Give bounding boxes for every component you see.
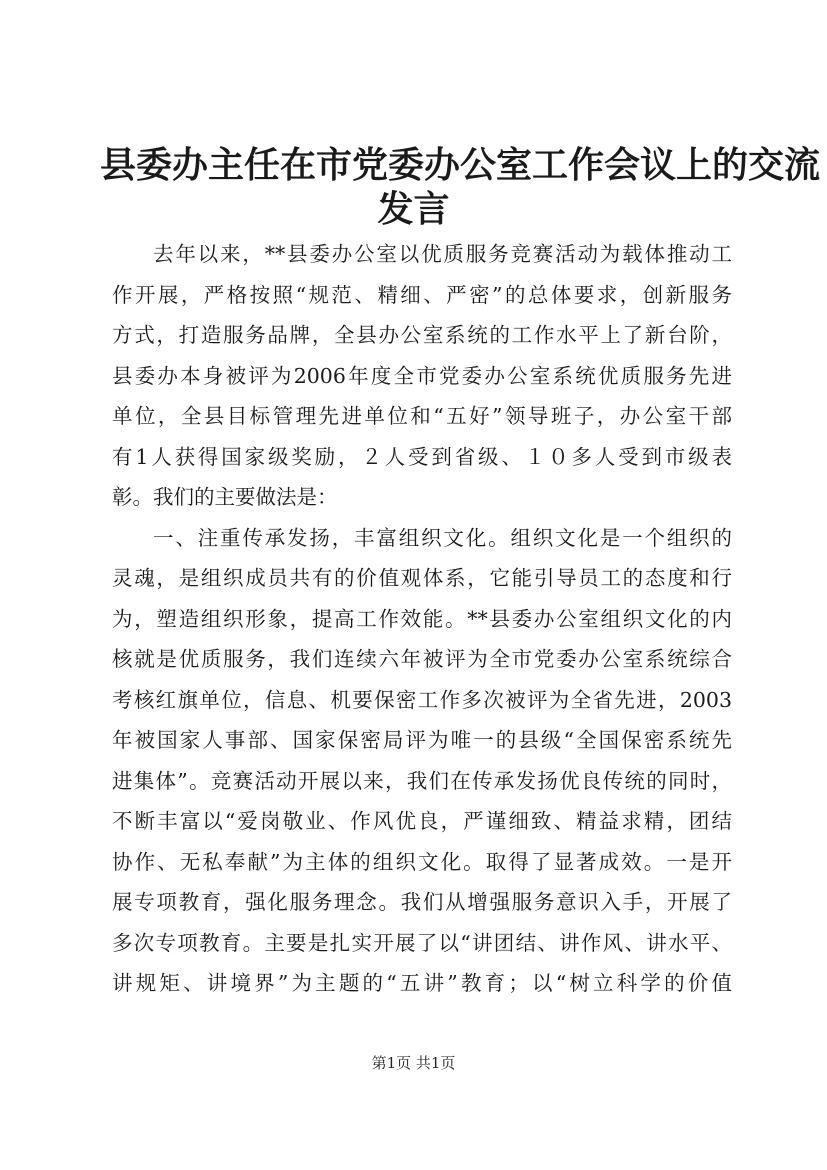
page-footer: 第1页 共1页 — [371, 1054, 456, 1072]
paragraph-line: 方式，打造服务品牌，全县办公室系统的工作水平上了新台阶， — [112, 323, 732, 347]
paragraph-line: 单位，全县目标管理先进单位和“五好”领导班子，办公室干部 — [112, 404, 732, 428]
paragraph-line: 年被国家人事部、国家保密局评为唯一的县级“全国保密系统先 — [112, 728, 732, 752]
document-body — [112, 234, 732, 1004]
paragraph-line: 展专项教育，强化服务理念。我们从增强服务意识入手，开展了 — [112, 890, 732, 914]
document-title — [100, 143, 821, 231]
paragraph-line: 考核红旗单位，信息、机要保密工作多次被评为全省先进，2003 — [112, 687, 732, 712]
paragraph-line: 多次专项教育。主要是扎实开展了以“讲团结、讲作风、讲水平、 — [112, 930, 732, 955]
paragraph-line: 不断丰富以“爱岗敬业、作风优良，严谨细致、精益求精，团结 — [112, 809, 732, 833]
paragraph-line: 县委办本身被评为2006年度全市党委办公室系统优质服务先进 — [112, 363, 732, 388]
paragraph-line: 协作、无私奉献”为主体的组织文化。取得了显著成效。一是开 — [112, 849, 732, 874]
paragraph-line: 有1人获得国家级奖励，２人受到省级、１０多人受到市级表 — [112, 444, 732, 469]
paragraph-line: 去年以来，**县委办公室以优质服务竞赛活动为载体推动工 — [153, 242, 732, 266]
paragraph-line: 进集体”。竞赛活动开展以来，我们在传承发扬优良传统的同时， — [112, 768, 732, 793]
paragraph-line: 为，塑造组织形象，提高工作效能。**县委办公室组织文化的内 — [112, 606, 732, 631]
paragraph-line: 彰。我们的主要做法是： — [112, 485, 338, 509]
title-line-2: 发言 — [377, 188, 450, 230]
paragraph-line: 作开展，严格按照“规范、精细、严密”的总体要求，创新服务 — [112, 282, 732, 307]
paragraph-line: 核就是优质服务，我们连续六年被评为全市党委办公室系统综合 — [112, 647, 732, 671]
title-line-1: 县委办主任在市党委办公室工作会议上的交流 — [100, 144, 821, 186]
paragraph-line: 灵魂，是组织成员共有的价值观体系，它能引导员工的态度和行 — [112, 566, 732, 590]
paragraph-line: 讲规矩、讲境界”为主题的“五讲”教育；以“树立科学的价值 — [112, 971, 732, 995]
paragraph-line: 一、注重传承发扬，丰富组织文化。组织文化是一个组织的 — [153, 525, 732, 550]
